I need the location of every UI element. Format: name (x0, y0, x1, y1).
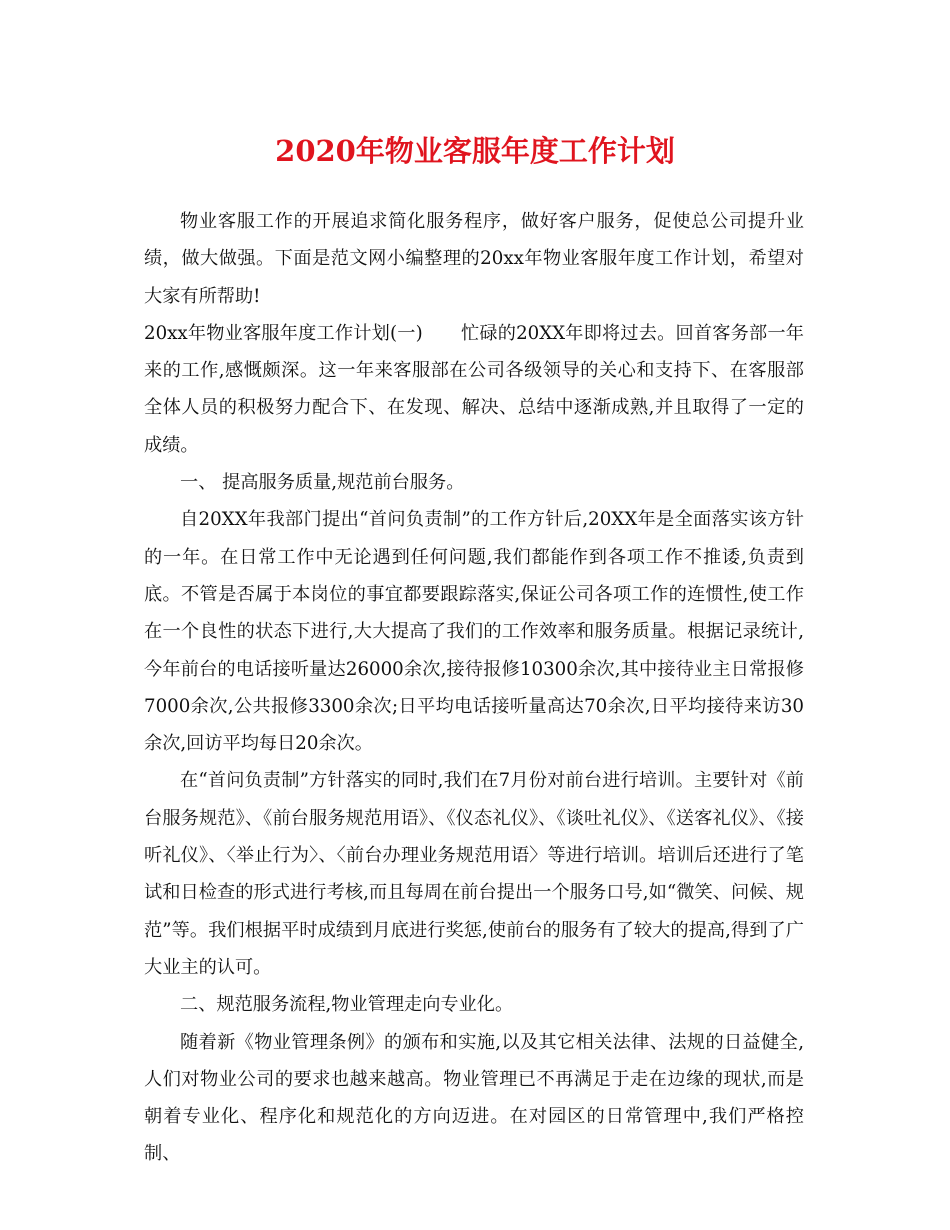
plan-opening: 忙碌的20XX年即将过去。回首客务部一年来的工作,感慨颇深。这一年来客服部在公司各级领导的关心和支持下、在客服部全体人员的积极努力配合下、在发现、解决、总结中逐渐成熟,并且取得了一定的成绩。 (144, 322, 804, 456)
section-1-heading: 一、 提高服务质量,规范前台服务。 (180, 472, 465, 494)
document-title: 2020年物业客服年度工作计划 (275, 134, 675, 168)
section-1-paragraph-1: 自20XX年我部门提出“首问负责制”的工作方针后,20XX年是全面落实该方针的一年。在日常工作中无论遇到任何问题,我们都能作到各项工作不推诿,负责到底。不管是否属于本岗位的事宜都要跟踪落实,保证公司各项工作的连惯性,使工作在一个良性的状态下进行,大大提高了我们的工作效率和服务质量。根据记录统计,今年前台的电话接听量达26000余次,接待报修10300余次,其中接待业主日常报修7000余次,公共报修3300余次;日平均电话接听量高达70余次,日平均接待来访30余次,回访平均每日20余次。 (144, 509, 804, 755)
section-1-paragraph-2: 在“首问负责制”方针落实的同时,我们在7月份对前台进行培训。主要针对《前台服务规范》、《前台服务规范用语》、《仪态礼仪》、《谈吐礼仪》、《送客礼仪》、《接听礼仪》、〈举止行为〉、〈前台办理业务规范用语〉等进行培训。培训后还进行了笔试和日检查的形式进行考核,而且每周在前台提出一个服务口号,如“微笑、问候、规范”等。我们根据平时成绩到月底进行奖惩,使前台的服务有了较大的提高,得到了广大业主的认可。 (144, 770, 804, 978)
document-body (144, 203, 804, 1173)
section-2-paragraph-1: 随着新《物业管理条例》的颁布和实施,以及其它相关法律、法规的日益健全,人们对物业公司的要求也越来越高。物业管理已不再满足于走在边缘的现状,而是朝着专业化、程序化和规范化的方向迈进。在对园区的日常管理中,我们严格控制、 (144, 1031, 804, 1165)
section-2-heading: 二、规范服务流程,物业管理走向专业化。 (180, 994, 514, 1016)
plan-paragraph (144, 315, 804, 464)
intro-paragraph: 物业客服工作的开展追求简化服务程序，做好客户服务，促使总公司提升业绩，做大做强。下面是范文网小编整理的20xx年物业客服年度工作计划，希望对大家有所帮助! (144, 211, 804, 307)
plan-heading: 20xx年物业客服年度工作计划(一) (144, 322, 423, 344)
